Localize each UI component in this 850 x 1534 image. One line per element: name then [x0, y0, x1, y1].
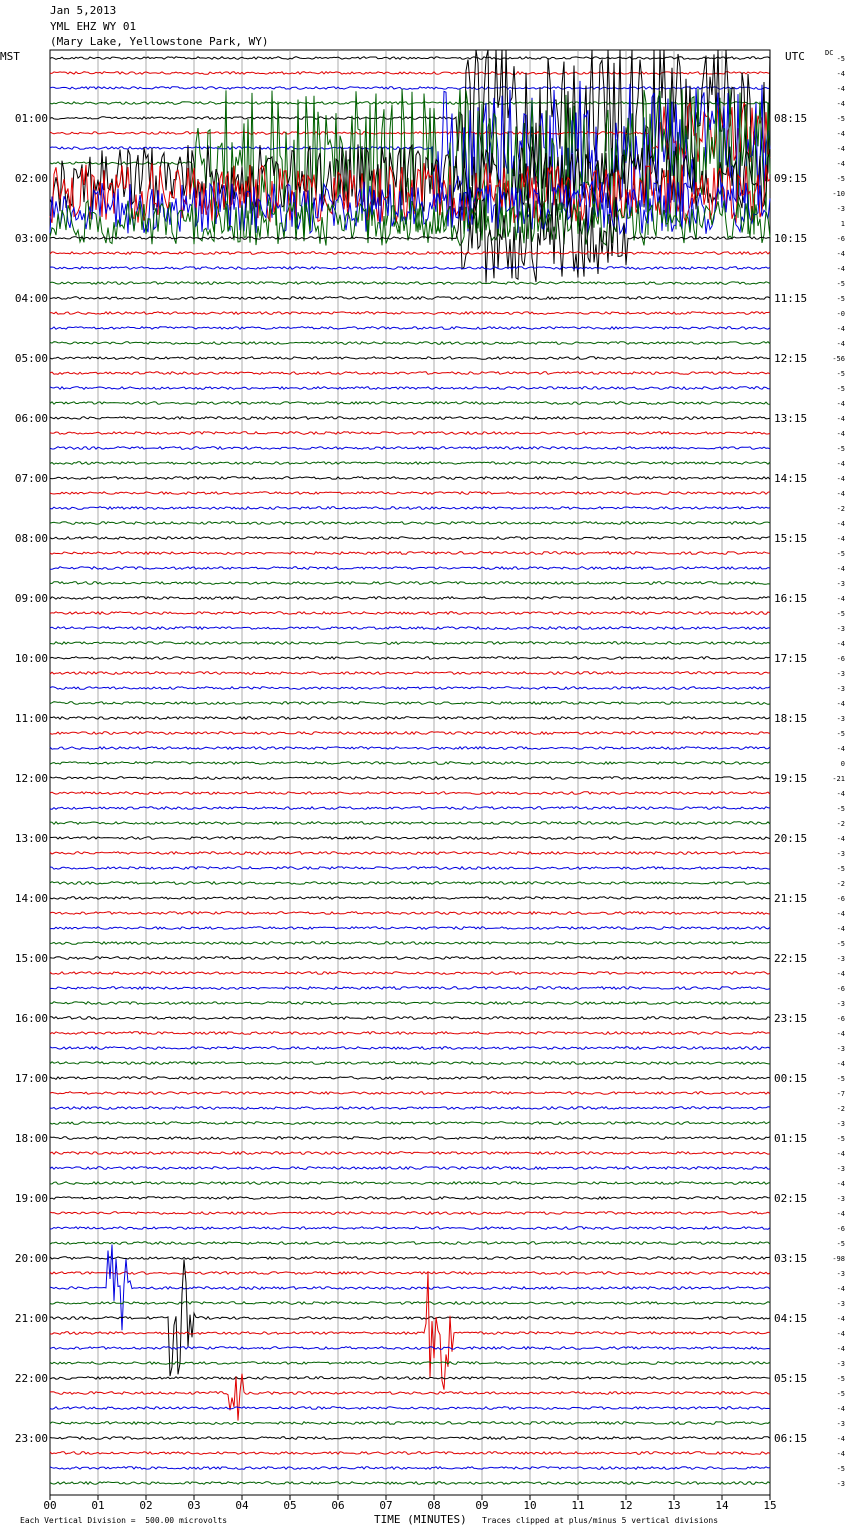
trace-line [50, 972, 770, 975]
dc-offset-label: -4 [836, 1210, 845, 1218]
x-tick-label: 02 [139, 1499, 153, 1512]
dc-offset-label: -4 [836, 100, 845, 108]
x-tick-label: 03 [187, 1499, 201, 1512]
dc-offset-label: -3 [836, 1300, 845, 1308]
dc-offset-label: -6 [836, 1015, 845, 1023]
right-hour-label: 00:15 [774, 1072, 808, 1085]
right-hour-label: 17:15 [774, 652, 808, 665]
dc-offset-label: -3 [836, 580, 845, 588]
left-hour-label: 11:00 [14, 712, 48, 725]
right-timezone-label: UTC [785, 50, 805, 63]
trace-line [50, 1182, 770, 1185]
trace-line [50, 267, 770, 270]
right-hour-label: 09:15 [774, 172, 808, 185]
dc-offset-label: -4 [836, 145, 845, 153]
scale-note: Each Vertical Division = 500.00 microvolts [20, 1516, 228, 1525]
right-hour-label: 06:15 [774, 1432, 808, 1445]
trace-line [50, 912, 770, 915]
dc-offset-label: -7 [836, 1090, 845, 1098]
trace-line [50, 732, 770, 735]
station-label: YML EHZ WY 01 [50, 20, 137, 33]
x-tick-label: 07 [379, 1499, 393, 1512]
dc-offset-label: -4 [836, 475, 845, 483]
right-hour-label: 10:15 [774, 232, 808, 245]
dc-offset-label: -4 [836, 265, 845, 273]
right-hour-label: 14:15 [774, 472, 808, 485]
dc-offset-label: -5 [836, 805, 845, 813]
dc-offset-label: -5 [836, 1390, 845, 1398]
dc-offset-label: -6 [836, 235, 845, 243]
trace-line [50, 1122, 770, 1125]
left-hour-label: 12:00 [14, 772, 48, 785]
trace-line [50, 1137, 770, 1140]
x-tick-label: 12 [619, 1499, 633, 1512]
trace-line [50, 777, 770, 780]
right-hour-label: 03:15 [774, 1252, 808, 1265]
trace-line [50, 387, 770, 390]
left-hour-label: 18:00 [14, 1132, 48, 1145]
dc-offset-label: -4 [836, 1345, 845, 1353]
dc-offset-label: -4 [836, 340, 845, 348]
dc-offset-label: -4 [836, 325, 845, 333]
left-hour-label: 21:00 [14, 1312, 48, 1325]
trace-line [50, 1422, 770, 1425]
trace-line [50, 852, 770, 855]
left-hour-label: 06:00 [14, 412, 48, 425]
dc-offset-label: -5 [836, 445, 845, 453]
trace-line [50, 1467, 770, 1470]
trace-line [50, 1257, 770, 1260]
trace-line [50, 687, 770, 690]
trace-line [50, 1197, 770, 1200]
dc-offset-label: -4 [836, 85, 845, 93]
dc-offset-label: -5 [836, 865, 845, 873]
x-axis-label: TIME (MINUTES) [374, 1513, 467, 1526]
trace-line [50, 1032, 770, 1035]
x-tick-label: 05 [283, 1499, 297, 1512]
dc-offset-label: -5 [836, 1135, 845, 1143]
dc-offset-label: -4 [836, 490, 845, 498]
trace-line [50, 1002, 770, 1005]
dc-offset-label: -5 [836, 55, 845, 63]
dc-offset-label: -4 [836, 1435, 845, 1443]
dc-offset-label: 0 [840, 760, 845, 768]
left-timezone-label: MST [0, 50, 20, 63]
dc-offset-label: -3 [836, 1165, 845, 1173]
dc-offset-label: -5 [836, 280, 845, 288]
dc-offset-label: -3 [836, 955, 845, 963]
right-hour-label: 08:15 [774, 112, 808, 125]
dc-offset-label: -5 [836, 115, 845, 123]
left-hour-label: 16:00 [14, 1012, 48, 1025]
dc-offset-label: -56 [832, 355, 845, 363]
right-hour-label: 21:15 [774, 892, 808, 905]
trace-line [50, 612, 770, 615]
trace-line [50, 1227, 770, 1230]
trace-line [50, 1017, 770, 1020]
trace-line [50, 702, 770, 705]
dc-offset-label: -4 [836, 430, 845, 438]
trace-line [50, 372, 770, 375]
dc-offset-label: -5 [836, 1240, 845, 1248]
trace-line [50, 567, 770, 570]
trace-line [50, 1407, 770, 1410]
dc-offset-label: -3 [836, 850, 845, 858]
x-tick-label: 04 [235, 1499, 249, 1512]
trace-line [50, 1047, 770, 1050]
dc-offset-label: -4 [836, 1180, 845, 1188]
trace-line [50, 522, 770, 525]
dc-offset-label: -4 [836, 535, 845, 543]
trace-line [50, 342, 770, 345]
trace-line [50, 477, 770, 480]
dc-offset-label: -5 [836, 385, 845, 393]
left-hour-label: 22:00 [14, 1372, 48, 1385]
trace-line [50, 867, 770, 870]
right-hour-label: 04:15 [774, 1312, 808, 1325]
trace-line [50, 282, 770, 285]
trace-line [50, 897, 770, 900]
trace-line [50, 72, 770, 75]
left-hour-label: 23:00 [14, 1432, 48, 1445]
dc-offset-label: -4 [836, 415, 845, 423]
dc-offset-label: -4 [836, 1285, 845, 1293]
trace-line [50, 627, 770, 630]
trace-line [50, 402, 770, 405]
dc-offset-label: -3 [836, 1480, 845, 1488]
dc-offset-label: -4 [836, 1315, 845, 1323]
date-label: Jan 5,2013 [50, 4, 117, 17]
dc-offset-label: -5 [836, 610, 845, 618]
dc-offset-label: -3 [836, 1045, 845, 1053]
dc-offset-label: -4 [836, 790, 845, 798]
left-hour-label: 13:00 [14, 832, 48, 845]
trace-line [50, 552, 770, 555]
trace-line [50, 1362, 770, 1365]
dc-offset-label: -3 [836, 625, 845, 633]
dc-offset-label: -4 [836, 1030, 845, 1038]
left-hour-label: 10:00 [14, 652, 48, 665]
left-hour-label: 08:00 [14, 532, 48, 545]
trace-line [50, 1152, 770, 1155]
dc-offset-label: -5 [836, 940, 845, 948]
left-hour-label: 04:00 [14, 292, 48, 305]
dc-offset-label: -4 [836, 460, 845, 468]
left-hour-label: 05:00 [14, 352, 48, 365]
dc-offset-label: -4 [836, 250, 845, 258]
trace-line [50, 657, 770, 660]
dc-offset-label: -4 [836, 745, 845, 753]
dc-offset-label: -6 [836, 1225, 845, 1233]
dc-offset-label: 1 [840, 220, 845, 228]
trace-line [50, 1452, 770, 1455]
trace-line [50, 297, 770, 300]
dc-offset-label: -3 [836, 205, 845, 213]
trace-line [50, 762, 770, 765]
trace-line [50, 357, 770, 360]
right-hour-label: 02:15 [774, 1192, 808, 1205]
trace-line [50, 1259, 770, 1376]
x-tick-label: 00 [43, 1499, 57, 1512]
dc-offset-label: -5 [836, 175, 845, 183]
trace-line [50, 417, 770, 420]
trace-line [50, 1167, 770, 1170]
left-hour-label: 02:00 [14, 172, 48, 185]
dc-offset-label: -21 [832, 775, 845, 783]
dc-offset-label: -3 [836, 1420, 845, 1428]
trace-line [50, 432, 770, 435]
trace-line [50, 462, 770, 465]
dc-offset-label: -2 [836, 505, 845, 513]
trace-line [50, 492, 770, 495]
dc-offset-label: -98 [832, 1255, 845, 1263]
trace-line [50, 1347, 770, 1350]
dc-offset-label: -3 [836, 1270, 845, 1278]
dc-offset-label: -3 [836, 1000, 845, 1008]
dc-offset-label: -4 [836, 595, 845, 603]
trace-line [50, 717, 770, 720]
left-hour-label: 14:00 [14, 892, 48, 905]
trace-line [50, 57, 770, 60]
dc-offset-label: -4 [836, 400, 845, 408]
dc-offset-label: -4 [836, 640, 845, 648]
trace-line [50, 252, 770, 255]
dc-offset-label: -6 [836, 655, 845, 663]
trace-line [50, 1242, 770, 1245]
dc-offset-label: -3 [836, 1120, 845, 1128]
trace-line [50, 837, 770, 840]
trace-line [50, 89, 770, 239]
trace-line [50, 582, 770, 585]
dc-offset-label: -0 [836, 310, 845, 318]
right-hour-label: 05:15 [774, 1372, 808, 1385]
trace-line [50, 1302, 770, 1305]
trace-line [50, 102, 770, 105]
left-hour-label: 07:00 [14, 472, 48, 485]
trace-line [50, 747, 770, 750]
trace-line [50, 792, 770, 795]
dc-offset-label: -2 [836, 1105, 845, 1113]
trace-line [50, 672, 770, 675]
left-hour-label: 09:00 [14, 592, 48, 605]
x-tick-label: 11 [571, 1499, 585, 1512]
left-hour-label: 15:00 [14, 952, 48, 965]
dc-offset-label: -4 [836, 565, 845, 573]
dc-offset-label: -5 [836, 1375, 845, 1383]
dc-offset-label: -3 [836, 1195, 845, 1203]
dc-offset-label: -4 [836, 1330, 845, 1338]
x-tick-label: 10 [523, 1499, 537, 1512]
right-hour-label: 20:15 [774, 832, 808, 845]
right-hour-label: 12:15 [774, 352, 808, 365]
trace-line [50, 1437, 770, 1440]
dc-offset-label: -4 [836, 520, 845, 528]
trace-line [50, 807, 770, 810]
dc-offset-label: -4 [836, 1060, 845, 1068]
right-hour-label: 23:15 [774, 1012, 808, 1025]
trace-line [50, 537, 770, 540]
dc-offset-label: -3 [836, 715, 845, 723]
dc-offset-label: -5 [836, 295, 845, 303]
x-tick-label: 15 [763, 1499, 777, 1512]
trace-line [50, 447, 770, 450]
dc-offset-label: -5 [836, 550, 845, 558]
right-hour-label: 22:15 [774, 952, 808, 965]
dc-offset-label: -4 [836, 1150, 845, 1158]
trace-line [50, 1062, 770, 1065]
x-tick-label: 08 [427, 1499, 441, 1512]
clip-note: Traces clipped at plus/minus 5 vertical divisions [482, 1516, 719, 1525]
trace-line [50, 987, 770, 990]
dc-offset-header: DC [825, 49, 834, 57]
dc-offset-label: -4 [836, 1405, 845, 1413]
dc-offset-label: -6 [836, 985, 845, 993]
trace-line [50, 507, 770, 510]
trace-line [50, 1377, 770, 1380]
trace-line [50, 957, 770, 960]
trace-line [50, 1077, 770, 1080]
dc-offset-label: -3 [836, 685, 845, 693]
dc-offset-label: -3 [836, 670, 845, 678]
x-tick-label: 14 [715, 1499, 729, 1512]
right-hour-label: 11:15 [774, 292, 808, 305]
trace-line [50, 1212, 770, 1215]
right-hour-label: 01:15 [774, 1132, 808, 1145]
left-hour-label: 19:00 [14, 1192, 48, 1205]
trace-line [50, 942, 770, 945]
trace-line [50, 1482, 770, 1485]
dc-offset-label: -4 [836, 160, 845, 168]
dc-offset-label: -4 [836, 910, 845, 918]
left-hour-label: 20:00 [14, 1252, 48, 1265]
x-tick-label: 06 [331, 1499, 345, 1512]
trace-line [50, 927, 770, 930]
left-hour-label: 03:00 [14, 232, 48, 245]
trace-line [50, 1092, 770, 1095]
trace-line [50, 327, 770, 330]
right-hour-label: 19:15 [774, 772, 808, 785]
right-hour-label: 16:15 [774, 592, 808, 605]
left-hour-label: 17:00 [14, 1072, 48, 1085]
dc-offset-label: -6 [836, 895, 845, 903]
trace-line [50, 1272, 770, 1275]
right-hour-label: 18:15 [774, 712, 808, 725]
dc-offset-label: -5 [836, 370, 845, 378]
right-hour-label: 15:15 [774, 532, 808, 545]
x-tick-label: 09 [475, 1499, 489, 1512]
dc-offset-label: -4 [836, 70, 845, 78]
right-hour-label: 13:15 [774, 412, 808, 425]
dc-offset-label: -5 [836, 730, 845, 738]
dc-offset-label: -5 [836, 1465, 845, 1473]
dc-offset-label: -2 [836, 820, 845, 828]
trace-line [50, 1107, 770, 1110]
dc-offset-label: -10 [832, 190, 845, 198]
x-tick-label: 01 [91, 1499, 105, 1512]
trace-line [50, 642, 770, 645]
location-label: (Mary Lake, Yellowstone Park, WY) [50, 35, 269, 48]
dc-offset-label: -4 [836, 700, 845, 708]
dc-offset-label: -3 [836, 1360, 845, 1368]
trace-line [50, 312, 770, 315]
dc-offset-label: -2 [836, 880, 845, 888]
x-tick-label: 13 [667, 1499, 681, 1512]
dc-offset-label: -4 [836, 130, 845, 138]
left-hour-label: 01:00 [14, 112, 48, 125]
trace-line [50, 597, 770, 600]
dc-offset-label: -4 [836, 835, 845, 843]
dc-offset-label: -4 [836, 970, 845, 978]
trace-line [50, 1374, 770, 1421]
dc-offset-label: -5 [836, 1075, 845, 1083]
dc-offset-label: -4 [836, 1450, 845, 1458]
trace-line [50, 882, 770, 885]
trace-line [50, 822, 770, 825]
dc-offset-label: -4 [836, 925, 845, 933]
